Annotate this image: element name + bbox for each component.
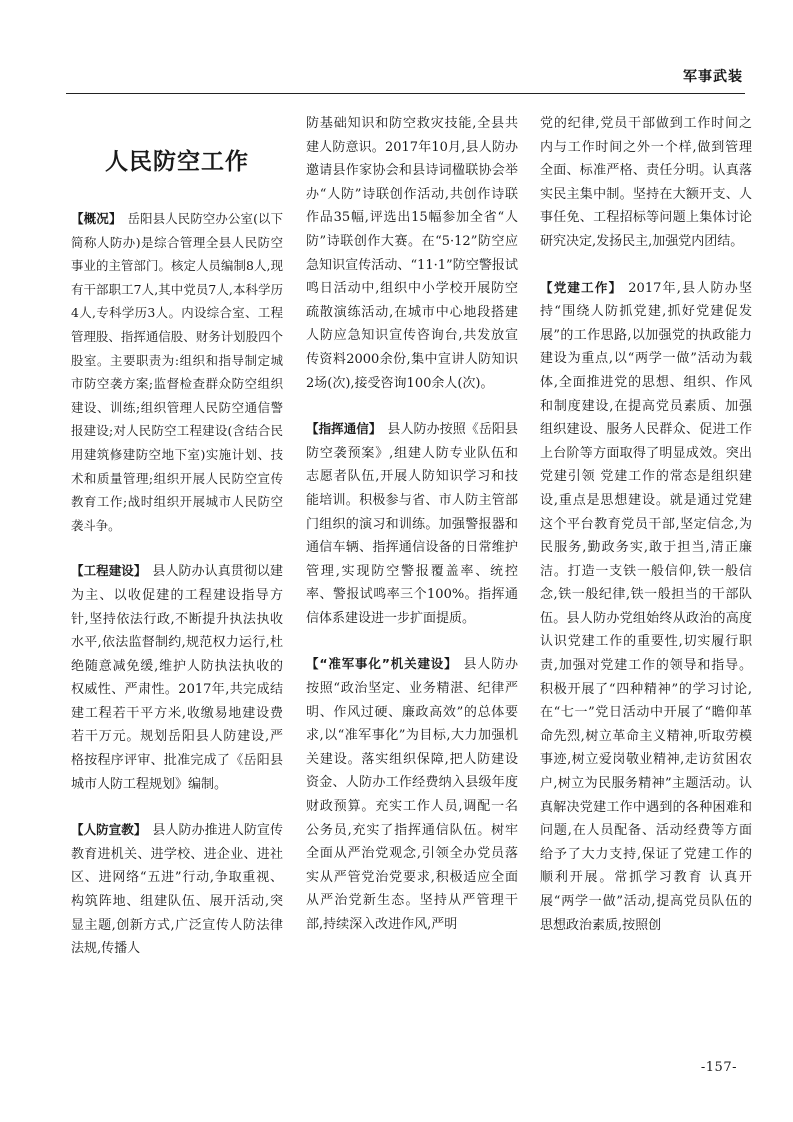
paragraph-party xyxy=(540,276,752,938)
paragraph-publicity xyxy=(71,818,283,961)
paragraph-text: 岳阳县人民防空办公室(以下简称人防办)是综合管理全县人民防空事业的主管部门。核定人员编制8人,现有干部职工7人,其中党员7人,本科学历4人,专科学历3人。内设综合室、工程管理股、指挥通信股、财务计划股四个股室。主要职责为:组织和指导制定城市防空袭方案;监督检查群众防空组织建设、训练;组织管理人民防空通信警报建设;对人民防空工程建设(含结合民用建筑修建防空地下室)实施计划、技术和质量管理;组织开展人民防空宣传教育工作;战时组织开展城市人民防空袭斗争。 xyxy=(71,211,283,533)
paragraph-tag: 【“准军事化”机关建设】 xyxy=(306,656,458,672)
column-1 xyxy=(71,112,283,1052)
section-header: 军事武装 xyxy=(683,69,743,85)
paragraph-text: 防基础知识和防空救灾技能,全县共建人防意识。2017年10月,县人防办邀请县作家协会和县诗词楹联协会举办“人防”诗联创作活动,共创作诗联作品35幅,评选出15幅参加全省“人防”诗联创作大赛。在“5·12”防空应急知识宣传活动、“11·1”防空警报试鸣日活动中,组织中小学校开展防空疏散演练活动,在城市中心地段搭建人防应急知识宣传咨询台,共发放宣传资料2000余份,集中宣讲人防知识2场(次),接受咨询100余人(次)。 xyxy=(306,116,518,391)
paragraph-publicity-continued xyxy=(306,112,518,395)
paragraph-overview xyxy=(71,207,283,537)
paragraph-text: 2017年,县人防办坚持“围绕人防抓党建,抓好党建促发展”的工作思路,以加强党的执政能力建设为重点,以“两学一做”活动为载体,全面推进党的思想、组织、作风和制度建设,在提高党员素质、加强组织建设、服务人民群众、促进工作上台阶等方面取得了明显成效。突出党建引领 党建工作的常态是组织建设,重点是思想建设。就是通过党建这个平台教育党员干部,坚定信念,为民服务,勤政务实,敢于担当,清正廉洁。打造一支铁一般信仰,铁一般信念,铁一般纪律,铁一般担当的干部队伍。县人防办党组始终从政治的高度认识党建工作的重要性,切实履行职责,加强对党建工作的领导和指导。积极开展了“四种精神”的学习讨论,在“七一”党日活动中开展了“瞻仰革命先烈,树立革命主义精神,听取劳模事迹,树立爱岗敬业精神,走访贫困农户,树立为民服务精神”主题活动。认真解决党建工作中遇到的各种困难和问题,在人员配备、活动经费等方面给予了大力支持,保证了党建工作的顺利开展。常抓学习教育 认真开展“两学一做”活动,提高党员队伍的思想政治素质,按照创 xyxy=(540,280,752,933)
article-title: 人民防空工作 xyxy=(105,148,249,175)
paragraph-quasi-military xyxy=(306,652,518,936)
paragraph-tag: 【党建工作】 xyxy=(540,279,623,295)
paragraph-text: 县人防办按照《岳阳县防空袭预案》,组建人防专业队伍和志愿者队伍,开展人防知识学习和技能培训。积极参与省、市人防主管部门组织的演习和训练。加强警报器和通信车辆、指挥通信设备的日常维护管理,实现防空警报覆盖率、统控率、警报试鸣率三个100%。指挥通信体系建设进一步扩面提质。 xyxy=(306,422,518,626)
paragraph-tag: 【人防宣教】 xyxy=(71,822,147,838)
paragraph-tag: 【工程建设】 xyxy=(71,563,147,579)
paragraph-text: 县人防办推进人防宣传教育进机关、进学校、进企业、进社区、进网络“五进”行动,争取重视、构筑阵地、组建队伍、展开活动,突显主题,创新方式,广泛宣传人防法律法规,传播人 xyxy=(71,823,283,957)
paragraph-command xyxy=(306,417,518,630)
paragraph-tag: 【概况】 xyxy=(71,211,122,226)
paragraph-text: 县人防办认真贯彻以建为主、以收促建的工程建设指导方针,坚持依法行政,不断提升执法执收水平,依法监督制约,规范权力运行,杜绝随意减免缓,维护人防执法执收的权威性、严肃性。2017年,共完成结建工程若干平方米,收缴易地建设费若干万元。规划岳阳县人防建设,严格按程序评审、批准完成了《岳阳县城市人防工程规划》编制。 xyxy=(71,564,283,792)
column-2 xyxy=(306,112,518,1052)
column-3 xyxy=(540,112,752,1052)
paragraph-text: 党的纪律,党员干部做到工作时间之内与工作时间之外一个样,做到管理全面、标准严格、责任分明。认真落实民主集中制。坚持在大额开支、人事任免、工程招标等问题上集体讨论研究决定,发扬民主,加强党内团结。 xyxy=(540,116,752,249)
page-number: -157- xyxy=(700,1060,737,1075)
paragraph-engineering xyxy=(71,559,283,796)
paragraph-quasi-military-continued xyxy=(540,112,752,254)
paragraph-tag: 【指挥通信】 xyxy=(306,421,382,437)
paragraph-text: 县人防办按照“政治坚定、业务精湛、纪律严明、作风过硬、廉政高效”的总体要求,以“准军事化”为目标,大力加强机关建设。落实组织保障,把人防建设资金、人防办工作经费纳入县级年度财政预算。充实工作人员,调配一名公务员,充实了指挥通信队伍。树牢全面从严治党观念,引领全办党员落实从严管党治党要求,积极适应全面从严治党新生态。坚持从严管理干部,持续深入改进作风,严明 xyxy=(306,657,518,932)
header-divider xyxy=(66,93,745,94)
